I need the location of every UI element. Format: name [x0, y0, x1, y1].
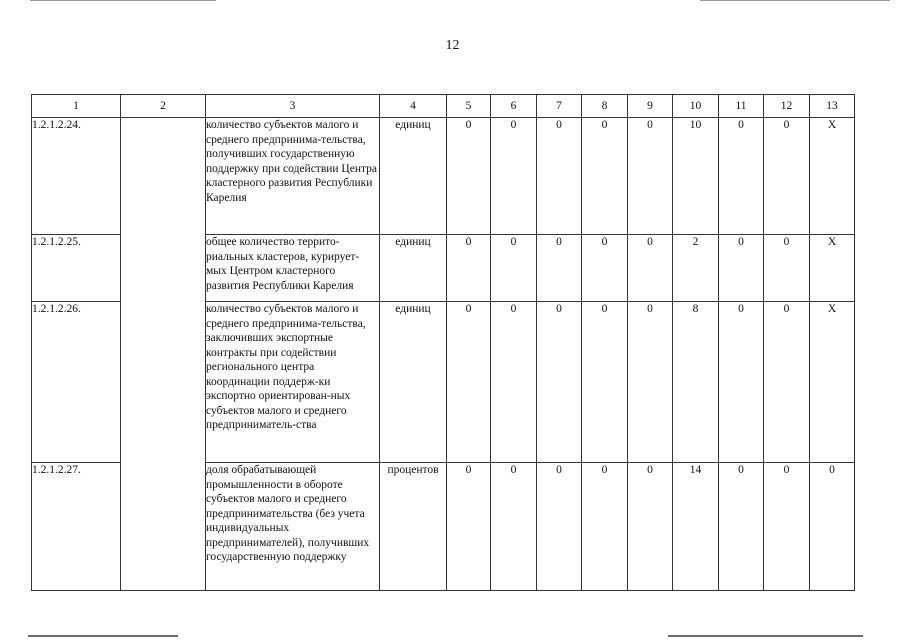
header-cell-4: 4: [380, 95, 447, 118]
header-cell-11: 11: [719, 95, 764, 118]
row-unit: единиц: [380, 118, 447, 235]
value-col-8: 0: [582, 235, 628, 302]
row-description: общее количество террито-риальных кластеров, курирует-мых Центром кластерного развития Республики Карелия: [206, 235, 380, 302]
value-col-13: 0: [810, 463, 855, 591]
indicators-table: [31, 94, 855, 591]
header-cell-7: 7: [537, 95, 582, 118]
value-col-8: 0: [582, 118, 628, 235]
value-col-6: 0: [491, 463, 537, 591]
value-col-13: Х: [810, 118, 855, 235]
value-col-11: 0: [719, 235, 764, 302]
value-col-11: 0: [719, 302, 764, 463]
row-description: доля обрабатывающей промышленности в обороте субъектов малого и среднего предпринимательства (без учета индивидуальных предпринимателей), получивших государственную поддержку: [206, 463, 380, 591]
value-col-10: 2: [673, 235, 719, 302]
scan-edge-bottom-right: [668, 635, 863, 637]
value-col-6: 0: [491, 235, 537, 302]
value-col-11: 0: [719, 118, 764, 235]
value-col-9: 0: [628, 463, 673, 591]
value-col-7: 0: [537, 118, 582, 235]
value-col-7: 0: [537, 463, 582, 591]
value-col-10: 8: [673, 302, 719, 463]
row-code: 1.2.1.2.24.: [32, 118, 121, 235]
row-code: 1.2.1.2.27.: [32, 463, 121, 591]
row-unit: единиц: [380, 302, 447, 463]
scan-edge-top-right: [700, 0, 890, 1]
header-cell-13: 13: [810, 95, 855, 118]
value-col-6: 0: [491, 118, 537, 235]
value-col-12: 0: [764, 463, 810, 591]
header-row: [32, 95, 855, 118]
value-col-5: 0: [447, 118, 491, 235]
header-cell-9: 9: [628, 95, 673, 118]
value-col-8: 0: [582, 463, 628, 591]
scan-edge-bottom-left: [28, 635, 178, 637]
value-col-7: 0: [537, 235, 582, 302]
merged-empty-column-2: [121, 118, 206, 591]
value-col-9: 0: [628, 302, 673, 463]
header-cell-5: 5: [447, 95, 491, 118]
value-col-13: Х: [810, 302, 855, 463]
value-col-13: Х: [810, 235, 855, 302]
header-cell-8: 8: [582, 95, 628, 118]
table-row: [32, 118, 855, 235]
row-description: количество субъектов малого и среднего предпринима-тельства, заключивших экспортные контракты при содействии регионального центра координации поддерж-ки экспортно ориентирован-ных субъектов малого и среднего предприниматель-ства: [206, 302, 380, 463]
page-number: 12: [445, 38, 460, 53]
value-col-12: 0: [764, 118, 810, 235]
value-col-12: 0: [764, 235, 810, 302]
scan-edge-top-left: [30, 0, 216, 1]
header-cell-2: 2: [121, 95, 206, 118]
row-unit: процентов: [380, 463, 447, 591]
row-description: количество субъектов малого и среднего предпринима-тельства, получивших государственную поддержку при содействии Центра кластерного развития Республики Карелия: [206, 118, 380, 235]
value-col-7: 0: [537, 302, 582, 463]
value-col-11: 0: [719, 463, 764, 591]
value-col-6: 0: [491, 302, 537, 463]
header-cell-6: 6: [491, 95, 537, 118]
header-cell-3: 3: [206, 95, 380, 118]
value-col-5: 0: [447, 235, 491, 302]
value-col-9: 0: [628, 235, 673, 302]
row-unit: единиц: [380, 235, 447, 302]
value-col-10: 14: [673, 463, 719, 591]
header-cell-10: 10: [673, 95, 719, 118]
header-cell-12: 12: [764, 95, 810, 118]
header-cell-1: 1: [32, 95, 121, 118]
value-col-8: 0: [582, 302, 628, 463]
value-col-5: 0: [447, 463, 491, 591]
value-col-10: 10: [673, 118, 719, 235]
row-code: 1.2.1.2.26.: [32, 302, 121, 463]
value-col-12: 0: [764, 302, 810, 463]
value-col-5: 0: [447, 302, 491, 463]
value-col-9: 0: [628, 118, 673, 235]
row-code: 1.2.1.2.25.: [32, 235, 121, 302]
